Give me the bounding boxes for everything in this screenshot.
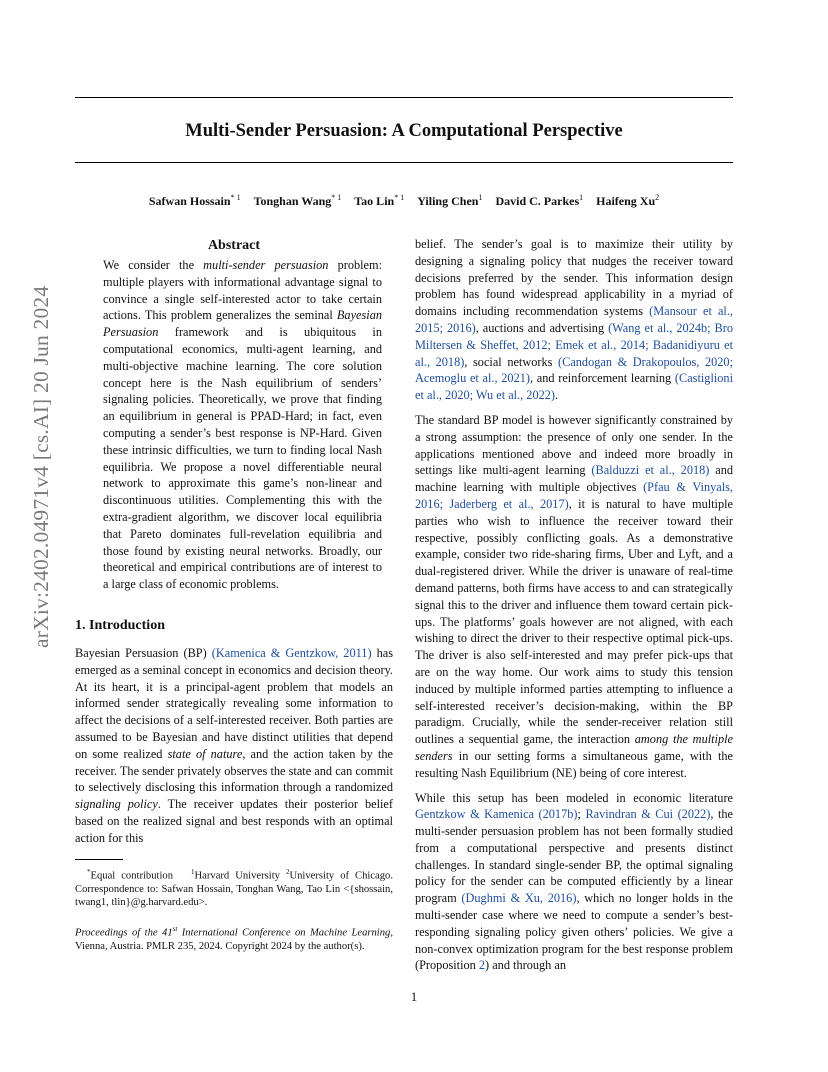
page-number: 1 — [410, 990, 418, 1004]
author: Haifeng Xu$^2$ — [596, 193, 660, 208]
author: Tonghan Wang$^{* 1}$ — [253, 193, 342, 208]
title-bottom-rule — [75, 162, 733, 163]
left-column — [75, 236, 393, 954]
abstract-text: We consider the multi-sender persuasion problem: multiple players with informational advantage signal to convince a single self-interested actor to take certain actions. This problem generalizes the seminal Bayesian Persuasion framework and is ubiquitous in computational economics, multi-agent learning, and multi-objective machine learning. The core solution concept here is the Nash equilibrium of senders’ signaling policies. Theoretically, we prove that finding an equilibrium in general is PPAD-Hard; in fact, even computing a sender’s best response is NP-Hard. Given these intrinsic difficulties, we turn to finding local Nash equilibria. We propose a novel differentiable neural network to approximate this game’s non-linear and discontinuous utilities. Complementing this with the extra-gradient algorithm, we discover local equilibria that Pareto dominates full-revelation equilibria and those found by existing neural networks. Broadly, our theoretical and empirical contributions are of interest to a large class of economic problems. — [103, 258, 382, 592]
arxiv-identifier: arXiv:2402.04971v4 [cs.AI] 20 Jun 2024 — [29, 285, 53, 648]
intro-paragraph: Bayesian Persuasion (BP) (Kamenica & Gentzkow, 2011) has emerged as a seminal concept in economics and decision theory. At its heart, it is a principal-agent problem that models an informed sender strategically revealing some information to affect the decisions of a self-interested receiver. Both parties are assumed to be Bayesian and have distinct utilities that depend on some realized state of nature, and the action taken by the receiver. The sender privately observes the state and can commit to selectively disclosing this information through a randomized signaling policy. The receiver updates their posterior belief based on the realized signal and best responds with an optimal action for this — [75, 645, 394, 845]
citation-link[interactable]: (Kamenica & Gentzkow, 2011) — [211, 645, 372, 660]
citation-link[interactable]: (Castiglioni et al., 2020; Wu et al., 2022) — [415, 371, 733, 403]
paper-title: Multi-Sender Persuasion: A Computational Perspective — [185, 121, 623, 141]
citation-link[interactable]: (Candogan & Drakopoulos, 2020; Acemoglu et al., 2021) — [415, 354, 733, 386]
author: Tao Lin$^{* 1}$ — [354, 193, 405, 208]
author-list — [75, 190, 733, 209]
cross-reference-link[interactable]: 2 — [478, 958, 486, 973]
citation-link[interactable]: (Wang et al., 2024b; Bro Miltersen & Sheffet, 2012; Emek et al., 2014; Badanidiyuru et al., 2018) — [415, 320, 733, 369]
author: David C. Parkes$^1$ — [495, 193, 584, 208]
citation-link[interactable]: (Dughmi & Xu, 2016) — [461, 891, 577, 906]
citation-link[interactable]: (Mansour et al., 2015; 2016) — [415, 304, 733, 335]
author: Yiling Chen$^1$ — [417, 193, 483, 208]
abstract-heading: Abstract — [207, 238, 261, 253]
proceedings-note: Proceedings of the 41st International Conference on Machine Learning, Vienna, Austria. PMLR 235, 2024. Copyright 2024 by the author(s). — [75, 924, 393, 952]
body-paragraph: The standard BP model is however significantly constrained by a strong assumption: the presence of only one sender. In the applications mentioned above and indeed more broadly in settings like multi-agent learning (Balduzzi et al., 2018) and machine learning with multiple objectives (Pfau & Vinyals, 2016; Jaderberg et al., 2017), it is natural to have multiple parties who wish to influence the receiver toward their respective, possibly conflicting goals. As a demonstrative example, consider two ride-sharing firms, Uber and Lyft, and a dual-registered driver. While the driver is unaware of real-time demand patterns, both firms have access to and can strategically signal this to the driver and influence them toward certain pick-ups. The platforms’ goals however are not aligned, with each wishing to direct the driver to their respective optimal pick-ups. The driver is also self-interested and may prefer pick-ups that are on the way home. Our work aims to study this tension induced by multiple informed parties attempting to influence a self-interested receiver’s decision-making, within the BP paradigm. Crucially, while the sender-receiver relation still outlines a sequential game, the interaction among the multiple senders in our setting forms a simultaneous game, with the resulting Nash Equilibrium (NE) being of core interest. — [415, 412, 733, 780]
section-heading-introduction: 1. Introduction — [75, 617, 165, 633]
citation-link[interactable]: Ravindran & Cui (2022) — [585, 807, 711, 822]
author: Safwan Hossain$^{* 1}$ — [148, 193, 241, 208]
footnote: *Equal contribution $^1$Harvard University $^2$University of Chicago. Correspondence to: Safwan Hossain, Tonghan Wang, Tao Lin <{shossain, twang1, tlin}@g.harvard.edu>. — [75, 867, 393, 909]
citation-link[interactable]: (Balduzzi et al., 2018) — [591, 463, 710, 478]
title-top-rule — [75, 97, 733, 98]
right-column — [415, 236, 733, 982]
footnote-rule — [75, 859, 123, 860]
citation-link[interactable]: (Pfau & Vinyals, 2016; Jaderberg et al., 2017) — [415, 480, 733, 511]
body-paragraph: While this setup has been modeled in economic literature Gentzkow & Kamenica (2017b); Ravindran & Cui (2022), the multi-sender persuasion problem has not been formally studied from a computational perspective and presents distinct challenges. In standard single-sender BP, the optimal signaling policy for the sender can be computed efficiently by a linear program (Dughmi & Xu, 2016), which no longer holds in the multi-sender case where we need to compute a sender’s best-responding signaling policy given others’ policies. We give a non-convex optimization program for the best response problem (Proposition 2) and through an — [415, 790, 734, 973]
citation-link[interactable]: Gentzkow & Kamenica (2017b) — [415, 807, 578, 822]
body-paragraph: belief. The sender’s goal is to maximize their utility by designing a signaling policy that nudges the receiver toward decisions preferred by the sender. This information design problem has found widespread applicability in a myriad of domains including recommendation systems (Mansour et al., 2015; 2016), auctions and advertising (Wang et al., 2024b; Bro Miltersen & Sheffet, 2012; Emek et al., 2014; Badanidiyuru et al., 2018), social networks (Candogan & Drakopoulos, 2020; Acemoglu et al., 2021), and reinforcement learning (Castiglioni et al., 2020; Wu et al., 2022). — [415, 237, 733, 403]
